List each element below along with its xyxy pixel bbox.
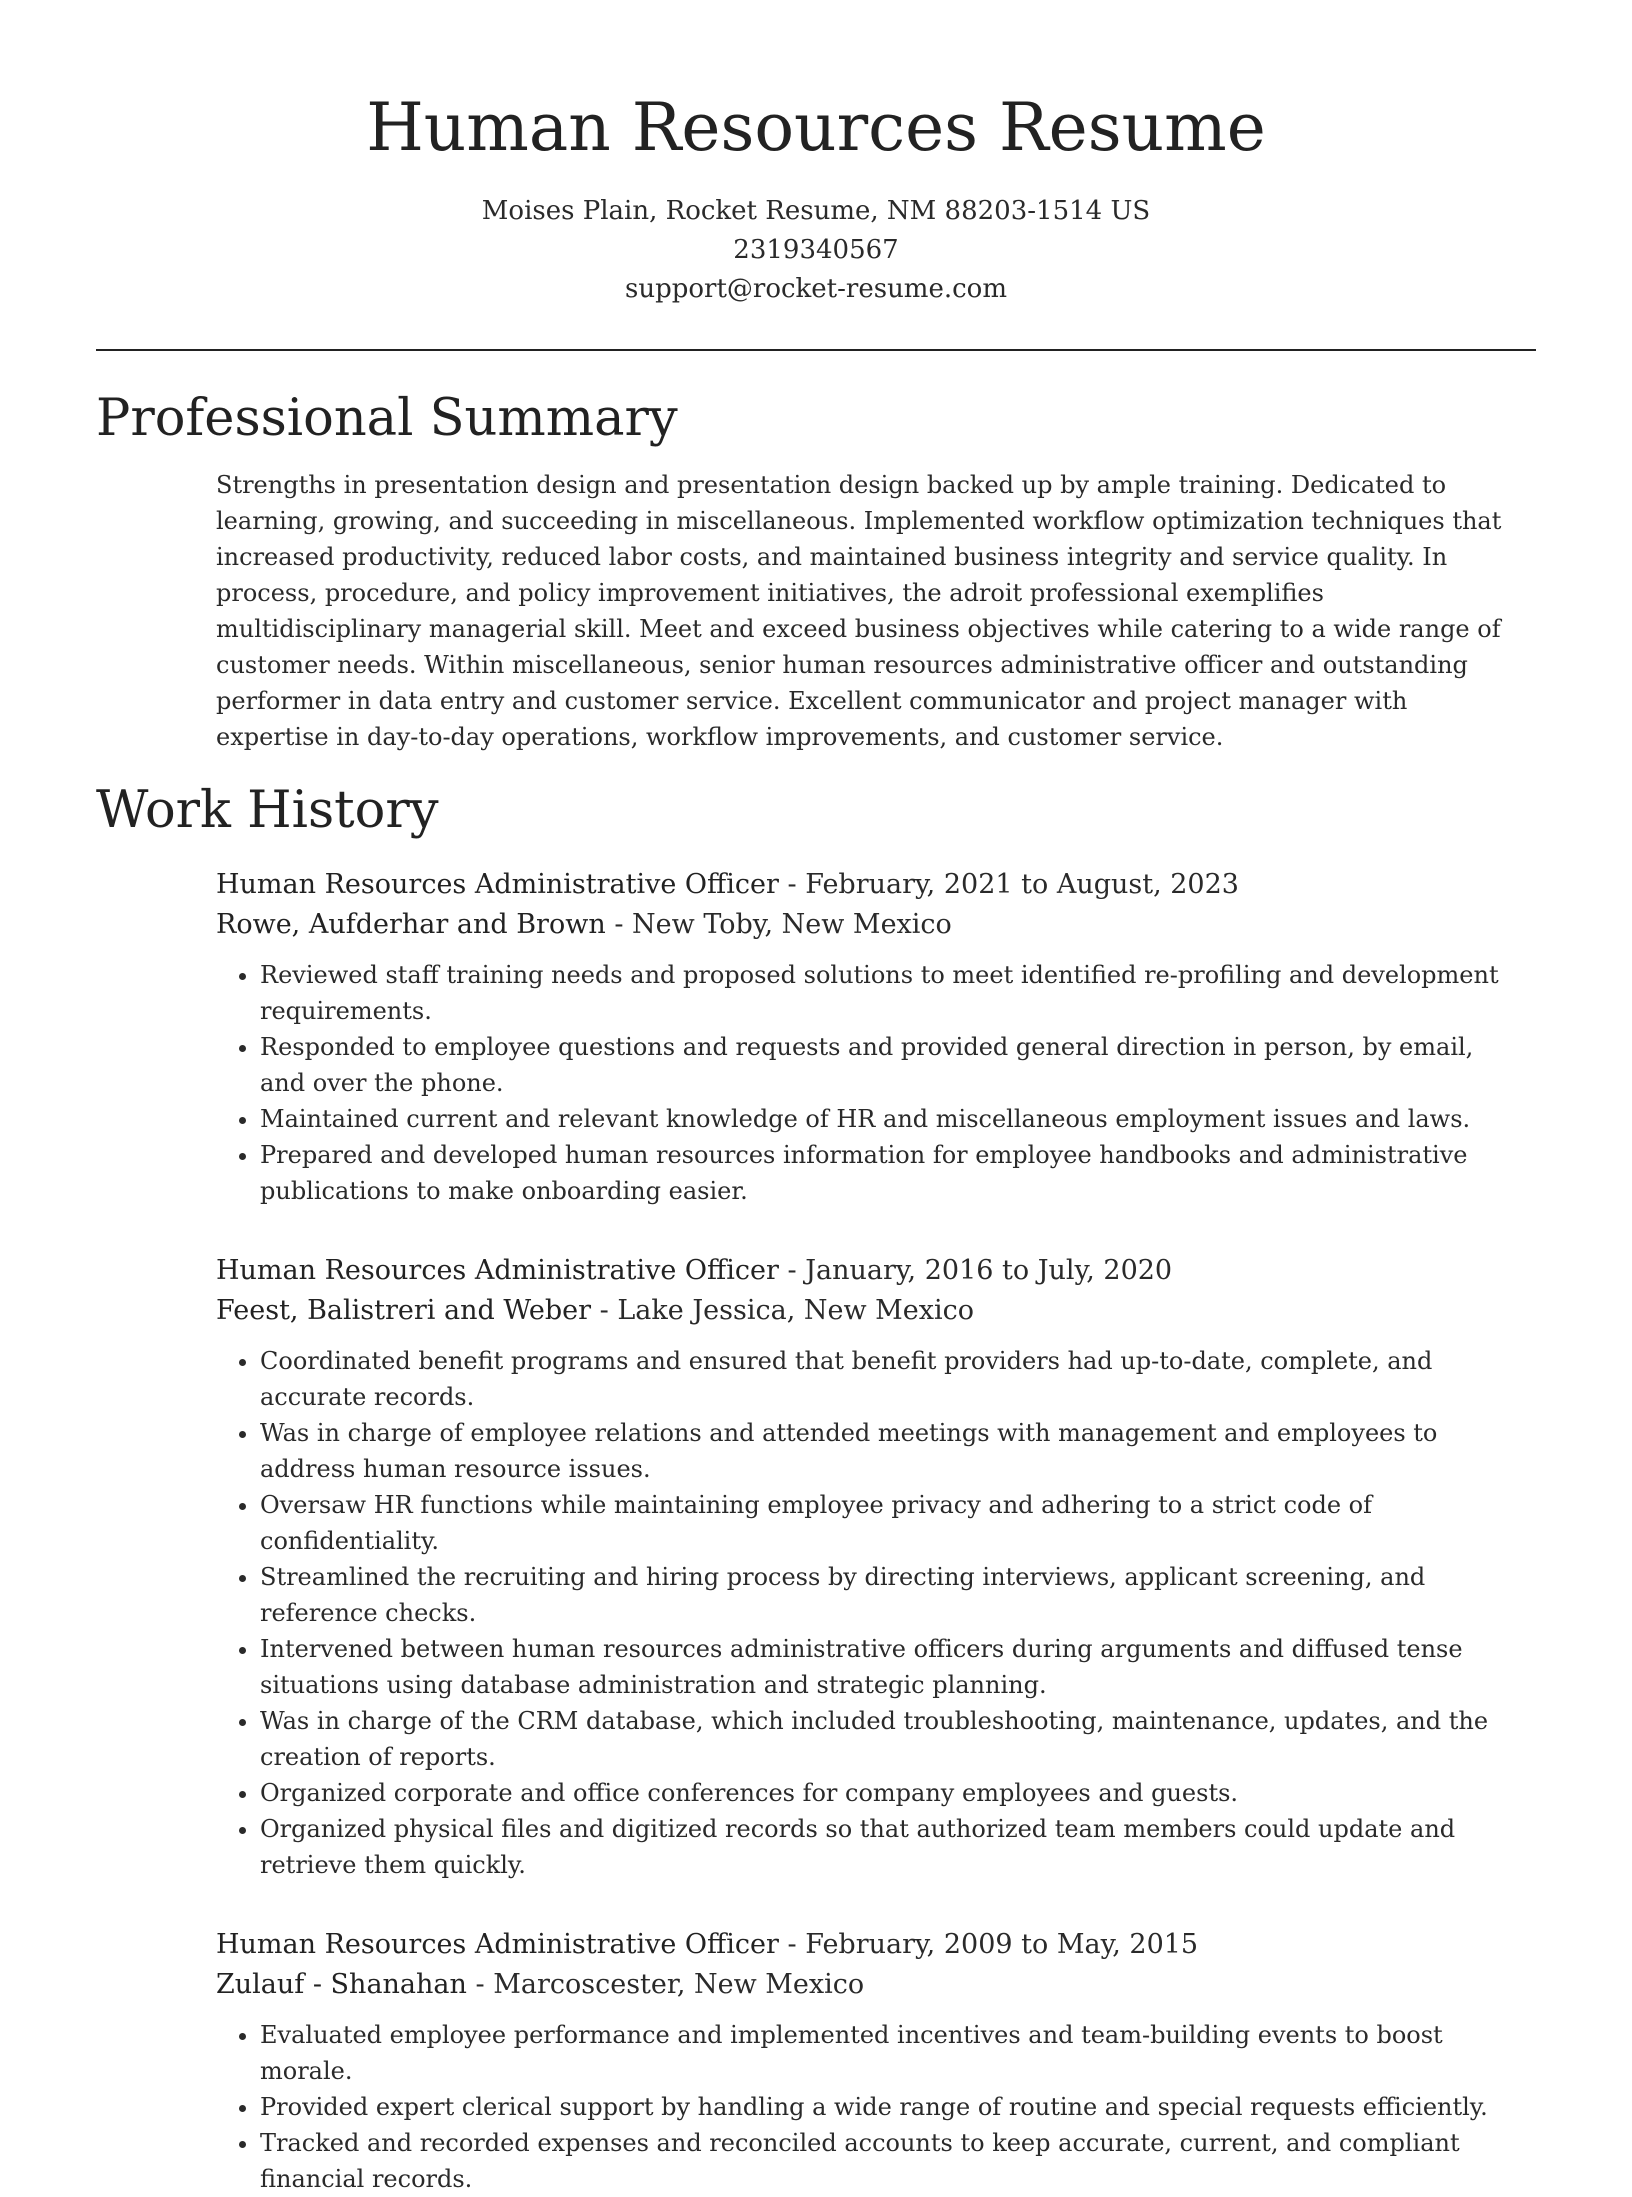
job-bullet: • Reviewed staff training needs and proposed solutions to meet identified re-profiling and development requirements.	[260, 957, 1526, 1029]
professional-summary-section	[96, 387, 1536, 755]
job-location: Marcoscester, New Mexico	[493, 1969, 865, 2000]
job-bullet: • Evaluated employee performance and implemented incentives and team-building events to boost morale.	[260, 2017, 1526, 2089]
job-bullets	[216, 957, 1526, 1209]
job-bullet: • Organized physical files and digitized records so that authorized team members could update and retrieve them quickly.	[260, 1811, 1526, 1883]
job-bullets	[216, 2017, 1526, 2197]
job-role: Human Resources Administrative Officer	[216, 1929, 779, 1960]
job-bullet: • Oversaw HR functions while maintaining employee privacy and adhering to a strict code of confidentiality.	[260, 1487, 1526, 1559]
job-location: New Toby, New Mexico	[632, 909, 952, 940]
resume-page	[96, 0, 1536, 2197]
job-dates: February, 2021 to August, 2023	[805, 869, 1239, 900]
job-bullet: • Tracked and recorded expenses and reconciled accounts to keep accurate, current, and compliant financial records.	[260, 2125, 1526, 2197]
job-role: Human Resources Administrative Officer	[216, 869, 779, 900]
job-entry	[216, 1251, 1526, 1883]
work-history-heading: Work History	[96, 781, 439, 840]
job-role-line	[216, 1925, 1526, 1965]
job-bullet: • Intervened between human resources administrative officers during arguments and diffused tense situations using database administration and strategic planning.	[260, 1631, 1526, 1703]
job-bullet: • Streamlined the recruiting and hiring process by directing interviews, applicant screening, and reference checks.	[260, 1559, 1526, 1631]
summary-paragraph: Strengths in presentation design and presentation design backed up by ample training. Dedicated to learning, growing, and succeeding in miscellaneous. Implemented workflow optimization techniques that increased productivity, reduced labor costs, and maintained business integrity and service quality. In process, procedure, and policy improvement initiatives, the adroit professional exemplifies multidisciplinary managerial skill. Meet and exceed business objectives while catering to a wide range of customer needs. Within miscellaneous, senior human resources administrative officer and outstanding performer in data entry and customer service. Excellent communicator and project manager with expertise in day-to-day operations, workflow improvements, and customer service.	[216, 471, 1502, 751]
job-bullet: • Was in charge of the CRM database, which included troubleshooting, maintenance, updates, and the creation of reports.	[260, 1703, 1526, 1775]
job-entry	[216, 1925, 1526, 2197]
job-dates: February, 2009 to May, 2015	[805, 1929, 1199, 1960]
job-location: Lake Jessica, New Mexico	[617, 1295, 975, 1326]
job-bullet: • Organized corporate and office conferences for company employees and guests.	[260, 1775, 1526, 1811]
job-company-line	[216, 1291, 1526, 1331]
job-bullet: • Maintained current and relevant knowledge of HR and miscellaneous employment issues and laws.	[260, 1101, 1526, 1137]
job-separator: -	[475, 1969, 494, 2000]
resume-header	[96, 0, 1536, 309]
job-role: Human Resources Administrative Officer	[216, 1255, 779, 1286]
job-role-line	[216, 1251, 1526, 1291]
job-company: Zulauf - Shanahan	[216, 1969, 467, 2000]
job-bullet: • Provided expert clerical support by handling a wide range of routine and special requests efficiently.	[260, 2089, 1526, 2125]
job-company: Rowe, Aufderhar and Brown	[216, 909, 606, 940]
job-company-line	[216, 905, 1526, 945]
job-company: Feest, Balistreri and Weber	[216, 1295, 592, 1326]
job-entry	[216, 865, 1526, 1209]
email-text: support@rocket-resume.com	[624, 274, 1007, 304]
job-separator: -	[614, 909, 633, 940]
job-bullet: • Prepared and developed human resources information for employee handbooks and administrative publications to make onboarding easier.	[260, 1137, 1526, 1209]
job-separator: -	[787, 869, 806, 900]
job-separator: -	[787, 1255, 806, 1286]
job-bullet: • Was in charge of employee relations and attended meetings with management and employees to address human resource issues.	[260, 1415, 1526, 1487]
contact-block	[96, 192, 1536, 309]
job-bullet: • Responded to employee questions and requests and provided general direction in person, by email, and over the phone.	[260, 1029, 1526, 1101]
job-bullets	[216, 1343, 1526, 1883]
job-role-line	[216, 865, 1526, 905]
address-text: Moises Plain, Rocket Resume, NM 88203-1514 US	[481, 196, 1151, 226]
phone-text: 2319340567	[733, 235, 899, 265]
job-dates: January, 2016 to July, 2020	[805, 1255, 1173, 1286]
job-separator: -	[599, 1295, 618, 1326]
job-bullet: • Coordinated benefit programs and ensured that benefit providers had up-to-date, complete, and accurate records.	[260, 1343, 1526, 1415]
job-company-line	[216, 1965, 1526, 2005]
resume-title: Human Resources Resume	[366, 89, 1266, 166]
summary-heading: Professional Summary	[96, 389, 678, 448]
work-history-section	[96, 779, 1536, 2197]
header-divider	[96, 349, 1536, 351]
job-separator: -	[787, 1929, 806, 1960]
